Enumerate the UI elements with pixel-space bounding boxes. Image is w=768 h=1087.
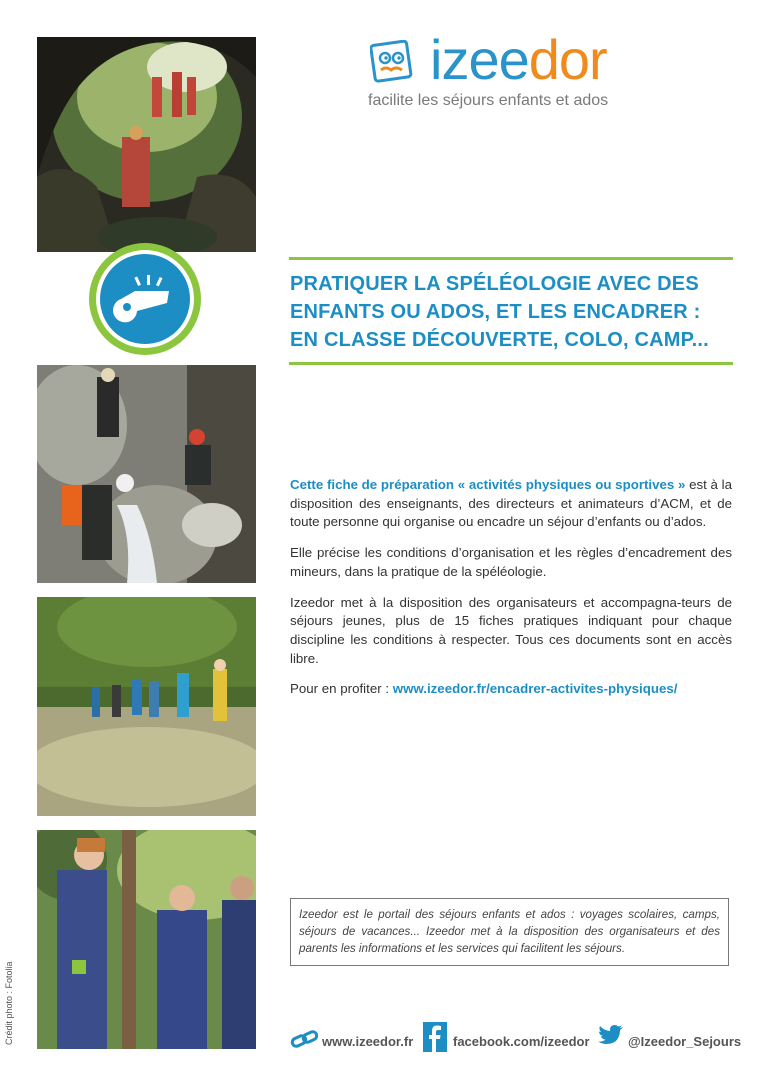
cta-link[interactable]: www.izeedor.fr/encadrer-activites-physiques/ [392,681,678,697]
intro-paragraph [290,476,732,532]
title-line-1: PRATIQUER LA SPÉLÉOLOGIE AVEC DES [290,273,699,295]
link-icon [290,1028,320,1052]
footer-facebook[interactable] [423,1022,593,1054]
facebook-icon [423,1022,447,1052]
footer-twitter-text: @Izeedor_Sejours [628,1034,742,1049]
izeedor-logo [368,28,670,114]
info-box [290,898,729,966]
paragraph-2: Elle précise les conditions d’organisation et les règles d’encadrement des mineurs, dans la pratique de la spéléologie. [290,545,732,579]
cta-paragraph [290,680,732,699]
intro-rest: est à la disposition des enseignants, des directeurs et animateurs d’ACM, et de toute personne qui organise ou encadre un séjour d’enfants ou d’ados. [290,477,732,530]
footer-website-text: www.izeedor.fr [322,1034,414,1049]
logo-wordmark: izeedor [430,28,607,91]
title-rule-bottom [289,362,733,365]
paragraph-3: Izeedor met à la disposition des organisateurs et accompagna-teurs de séjours jeunes, plus de 15 fiches pratiques indiquant pour chaque discipline les conditions à respecter. Tous ces documents sont en accès libre. [290,594,732,666]
title-line-2: ENFANTS OU ADOS, ET LES ENCADRER : [290,301,701,323]
whistle-icon [87,241,203,357]
title-rule-top [289,257,733,260]
footer-website[interactable] [290,1022,420,1054]
cta-prefix: Pour en profiter : [290,681,393,697]
photo-cave [37,37,256,252]
photo-treeclimb [37,830,256,1049]
photo-river-walk [37,597,256,816]
body-text [290,476,732,711]
twitter-icon [598,1024,624,1046]
title-line-3: EN CLASSE DÉCOUVERTE, COLO, CAMP... [290,329,709,351]
whistle-badge [87,241,203,357]
footer-twitter[interactable] [598,1022,742,1054]
intro-lead: Cette fiche de préparation « activités physiques ou sportives » [290,477,686,492]
photo-canyoning [37,365,256,583]
footer [290,1022,742,1054]
info-box-text: Izeedor est le portail des séjours enfants et ados : voyages scolaires, camps, séjours de vacances... Izeedor met à la disposition des organisateurs et des parents les informations et les services qui facilitent les séjours. [299,908,720,955]
page-title [290,270,750,354]
footer-facebook-text: facebook.com/izeedor [453,1034,590,1049]
photo-credit: Crédit photo : Fotolia [4,961,14,1045]
logo-face-icon [370,40,414,84]
logo-tagline: facilite les séjours enfants et ados [368,92,609,109]
